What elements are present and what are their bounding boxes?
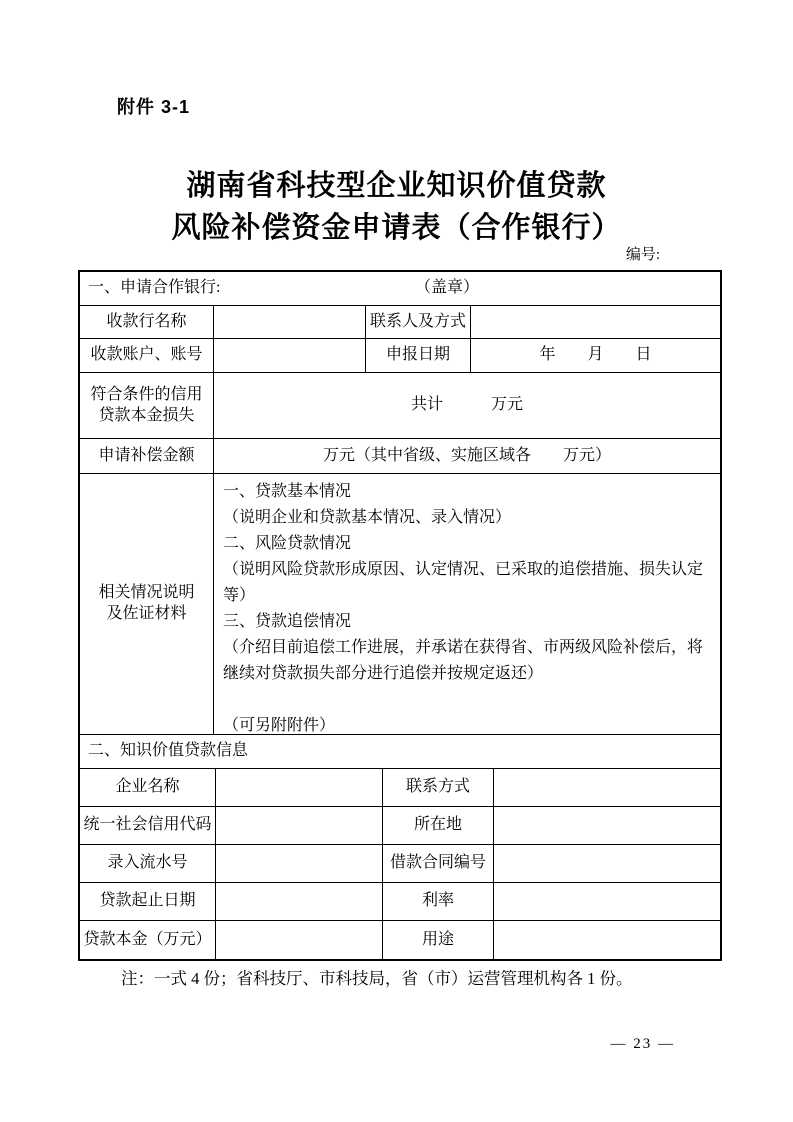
field-value-account — [214, 339, 366, 372]
field-label-compensation: 申请补偿金额 — [80, 439, 214, 473]
field-label-account: 收款账户、账号 — [80, 339, 214, 372]
table-row — [80, 883, 720, 921]
materials-line: （介绍目前追偿工作进展，并承诺在获得省、市两级风险补偿后，将继续对贷款损失部分进行追偿并按规定返还） — [223, 639, 704, 682]
field-label-enterprise-name: 企业名称 — [80, 769, 216, 806]
attachment-label: 附件 3-1 — [117, 97, 191, 117]
table-row — [80, 735, 720, 769]
field-value-loan-principal — [216, 921, 383, 959]
field-value-enterprise-contact — [494, 769, 720, 806]
field-label-contract-number: 借款合同编号 — [383, 845, 494, 882]
field-value-loss-total: 共计 万元 — [410, 396, 523, 414]
materials-line — [223, 687, 710, 713]
document-title — [0, 165, 793, 249]
section1-header-cell — [80, 272, 720, 305]
field-value-contract-number — [494, 845, 720, 882]
field-label-declare-date: 申报日期 — [366, 339, 471, 372]
table-row — [80, 845, 720, 883]
section2-header: 二、知识价值贷款信息 — [88, 742, 249, 760]
field-label-purpose: 用途 — [383, 921, 494, 959]
field-value-loan-dates — [216, 883, 383, 920]
loss-label-line-1: 符合条件的信用 — [90, 385, 203, 403]
field-label-loss — [80, 373, 214, 438]
materials-line: （说明风险贷款形成原因、认定情况、已采取的追偿措施、损失认定等） — [223, 561, 704, 604]
field-label-enterprise-contact: 联系方式 — [383, 769, 494, 806]
footnote: 注：一式 4 份；省科技厅、市科技局，省（市）运营管理机构各 1 份。 — [121, 969, 633, 988]
field-value-interest-rate — [494, 883, 720, 920]
loss-label-line-2: 贷款本金损失 — [98, 406, 195, 424]
field-value-entry-serial — [216, 845, 383, 882]
field-label-materials — [80, 474, 214, 734]
title-line-2: 风险补偿资金申请表（合作银行） — [171, 212, 622, 244]
materials-label-line-1: 相关情况说明 — [98, 584, 195, 602]
materials-line: （说明企业和贷款基本情况、录入情况） — [223, 509, 512, 526]
title-line-1: 湖南省科技型企业知识价值贷款 — [186, 170, 607, 202]
page-number: — 23 — — [610, 1036, 675, 1052]
field-value-compensation: 万元（其中省级、实施区域各 万元） — [322, 446, 611, 464]
table-row — [80, 921, 720, 959]
field-label-loan-principal: 贷款本金（万元） — [80, 921, 216, 959]
section1-header: 一、申请合作银行: — [88, 279, 221, 297]
field-label-contact: 联系人及方式 — [366, 306, 471, 338]
table-row — [80, 373, 720, 439]
table-row — [80, 439, 720, 474]
field-value-location — [494, 807, 720, 844]
field-value-enterprise-name — [216, 769, 383, 806]
field-value-purpose — [494, 921, 720, 959]
materials-label-line-2: 及佐证材料 — [106, 605, 187, 622]
table-row — [80, 769, 720, 807]
field-value-contact — [471, 306, 720, 338]
field-value-credit-code — [216, 807, 383, 844]
field-label-location: 所在地 — [383, 807, 494, 844]
serial-number-label: 编号: — [625, 247, 660, 263]
table-row — [80, 474, 720, 735]
materials-line: 二、风险贷款情况 — [223, 535, 352, 552]
materials-line: （可另附附件） — [223, 717, 336, 734]
field-label-interest-rate: 利率 — [383, 883, 494, 920]
materials-line: 三、贷款追偿情况 — [223, 613, 352, 630]
field-label-loan-dates: 贷款起止日期 — [80, 883, 216, 920]
seal-label: （盖章） — [415, 279, 480, 297]
field-label-credit-code: 统一社会信用代码 — [80, 807, 216, 844]
field-value-bank-name — [214, 306, 366, 338]
application-form-table — [78, 270, 722, 961]
materials-line: 一、贷款基本情况 — [223, 483, 352, 500]
table-row — [80, 272, 720, 306]
table-row — [80, 306, 720, 339]
materials-content — [214, 474, 720, 734]
table-row — [80, 339, 720, 373]
field-value-declare-date: 年 月 日 — [539, 346, 652, 364]
table-row — [80, 807, 720, 845]
section2-header-cell — [80, 735, 720, 768]
field-label-bank-name: 收款行名称 — [80, 306, 214, 338]
field-label-entry-serial: 录入流水号 — [80, 845, 216, 882]
